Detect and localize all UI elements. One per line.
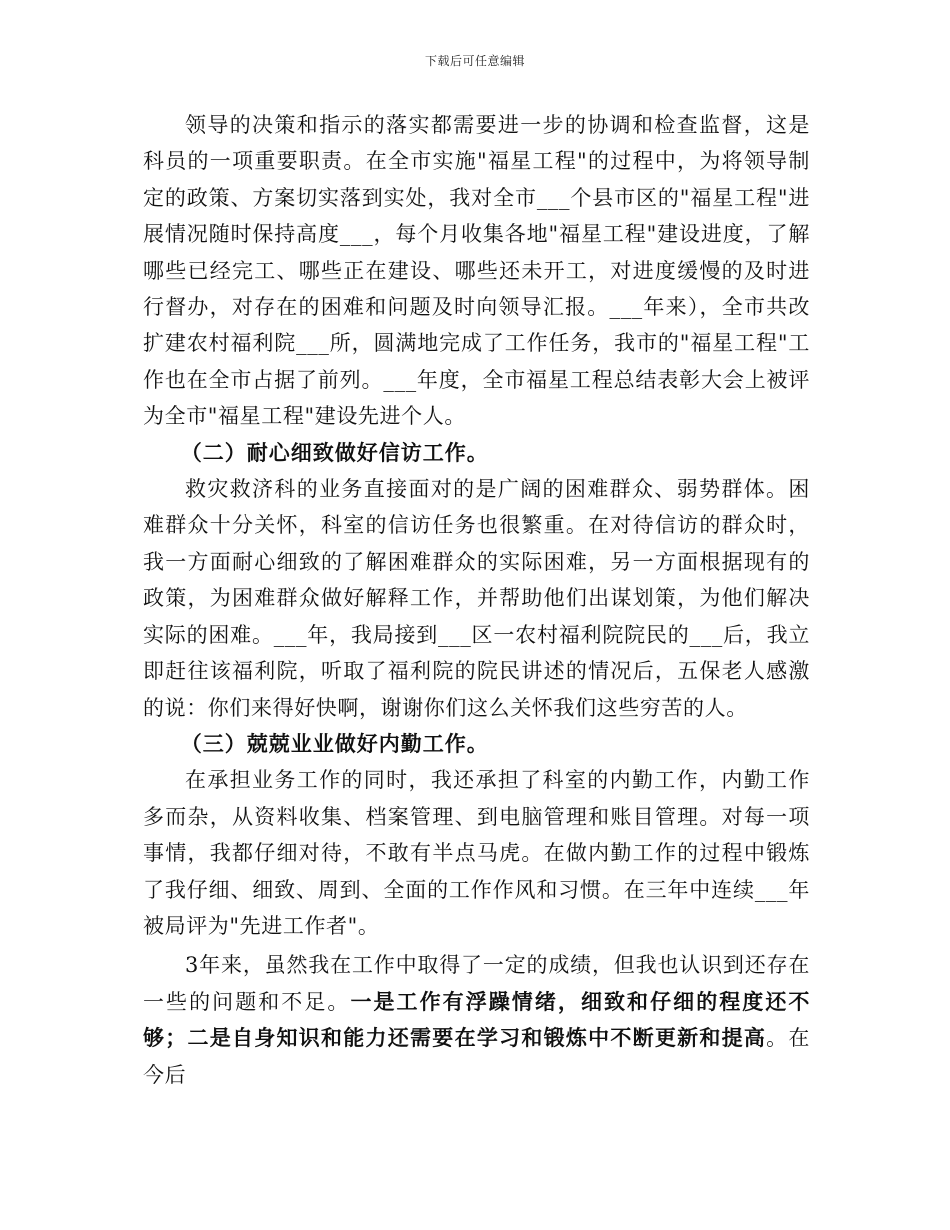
page-header: 下载后可任意编辑 bbox=[424, 54, 525, 68]
paragraph: 领导的决策和指示的落实都需要进一步的协调和检查监督，这是科员的一项重要职责。在全市实施"福星工程"的过程中，为将领导制定的政策、方案切实落到实处，我对全市___个县市区的"福星工程"进展情况随时保持高度___，每个月收集各地"福星工程"建设进度，了解哪些已经完工、哪些正在建设、哪些还未开工，对进度缓慢的及时进行督办，对存在的困难和问题及时向领导汇报。___年来），全市共改扩建农村福利院___所，圆满地完成了工作任务，我市的"福星工程"工作也在全市占据了前列。___年度，全市福星工程总结表彰大会上被评为全市"福星工程"建设先进个人。 bbox=[143, 113, 810, 429]
paragraph: 救灾救济科的业务直接面对的是广阔的困难群众、弱势群体。困难群众十分关怀，科室的信访任务也很繁重。在对待信访的群众时，我一方面耐心细致的了解困难群众的实际困难，另一方面根据现有的政策，为困难群众做好解释工作，并帮助他们出谋划策，为他们解决实际的困难。___年，我局接到___区一农村福利院院民的___后，我立即赶往该福利院，听取了福利院的院民讲述的情况后，五保老人感激的说：你们来得好快啊，谢谢你们这么关怀我们这些穷苦的人。 bbox=[143, 477, 810, 720]
emphasized-text: 一是工作有浮躁情绪，细致和仔细的程度还不够；二是自身知识和能力还需要在学习和锻炼中不断更新和提高 bbox=[143, 988, 810, 1051]
document-body bbox=[143, 107, 810, 1093]
paragraph bbox=[143, 947, 810, 1093]
paragraph-text: 3年来，虽然我在工作中取得了一定的成绩，但我也认识到还存在一些的问题和不足。 bbox=[143, 953, 810, 1014]
paragraph-text: 。在今后 bbox=[143, 1026, 810, 1087]
section-heading: （三）兢兢业业做好内勤工作。 bbox=[180, 730, 489, 756]
section-heading: （二）耐心细致做好信访工作。 bbox=[180, 439, 489, 465]
paragraph: 在承担业务工作的同时，我还承担了科室的内勤工作，内勤工作多而杂，从资料收集、档案管理、到电脑管理和账目管理。对每一项事情，我都仔细对待，不敢有半点马虎。在做内勤工作的过程中锻炼了我仔细、细致、周到、全面的工作作风和习惯。在三年中连续___年被局评为"先进工作者"。 bbox=[143, 768, 810, 938]
